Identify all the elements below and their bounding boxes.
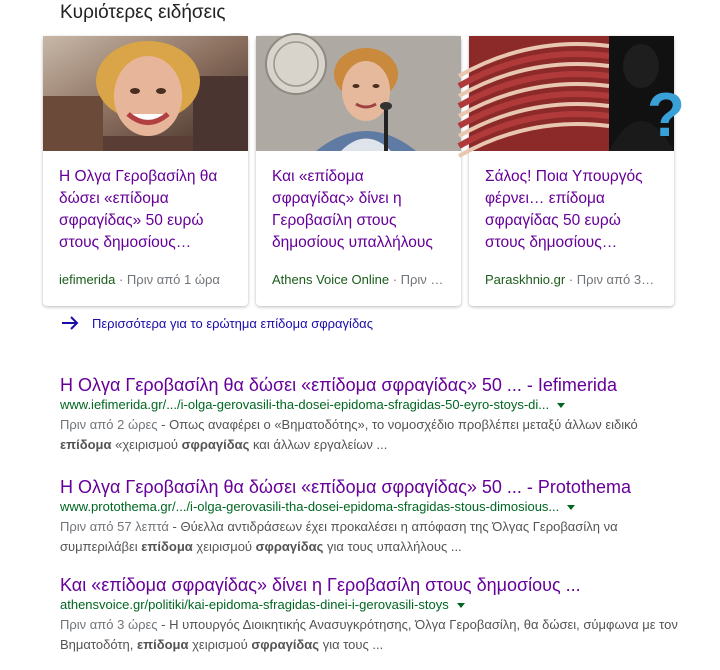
result-url bbox=[60, 596, 680, 614]
news-source: iefimerida bbox=[59, 272, 116, 287]
snippet-text: και άλλων εργαλείων ... bbox=[249, 437, 388, 452]
news-card-3[interactable] bbox=[469, 36, 685, 306]
result-url-text: athensvoice.gr/politiki/kai-epidoma-sfragidas-dinei-i-gerovasili-stoys bbox=[60, 597, 449, 612]
news-card-1[interactable] bbox=[43, 36, 248, 306]
result-title-link[interactable]: Η Ολγα Γεροβασίλη θα δώσει «επίδομα σφραγίδας» 50 ... - Protothema bbox=[60, 477, 631, 497]
snippet-text: χειρισμού bbox=[192, 539, 256, 554]
result-title-link[interactable]: Η Ολγα Γεροβασίλη θα δώσει «επίδομα σφραγίδας» 50 ... - Iefimerida bbox=[60, 375, 617, 395]
more-stories-link[interactable] bbox=[60, 314, 373, 332]
news-time: · Πριν από 1 ώρα bbox=[115, 272, 220, 287]
result-date: Πριν από 3 ώρες bbox=[60, 617, 158, 632]
snippet-text: χειρισμού bbox=[188, 637, 252, 652]
news-time: · Πριν … bbox=[389, 272, 444, 287]
caret-down-icon[interactable] bbox=[567, 505, 575, 510]
search-result-3 bbox=[60, 574, 680, 655]
snippet-text: - Θύελλα αντιδράσεων έχει προκαλέσει η απόφαση της Όλγας Γεροβασίλη να συμπεριλάβει bbox=[60, 519, 618, 554]
parliament-question-mark-photo bbox=[469, 36, 685, 151]
svg-text:?: ? bbox=[647, 81, 685, 150]
news-card-title[interactable]: Η Ολγα Γεροβασίλη θα δώσει «επίδομα σφραγίδας» 50 ευρώ στους δημοσίους… bbox=[59, 168, 218, 251]
news-card-meta bbox=[272, 272, 453, 287]
news-source: Athens Voice Online bbox=[272, 272, 390, 287]
snippet-text: - Οπως αναφέρει ο «Βηματοδότης», το νομοσχέδιο προβλέπει μεταξύ άλλων ειδικό bbox=[157, 417, 638, 432]
woman-speaking-microphone-photo bbox=[256, 36, 461, 151]
result-date: Πριν από 2 ώρες bbox=[60, 417, 158, 432]
result-date: Πριν από 57 λεπτά bbox=[60, 519, 169, 534]
snippet-highlight: επίδομα bbox=[141, 539, 193, 554]
result-title-link[interactable]: Και «επίδομα σφραγίδας» δίνει η Γεροβασίλη στους δημοσίους ... bbox=[60, 575, 581, 595]
news-card-meta bbox=[59, 272, 240, 287]
news-card-2[interactable] bbox=[256, 36, 461, 306]
news-card-title[interactable]: Σάλος! Ποια Υπουργός φέρνει… επίδομα σφραγίδας 50 ευρώ στους δημοσίους… bbox=[485, 168, 643, 251]
result-snippet bbox=[60, 517, 680, 557]
snippet-highlight: σφραγίδας bbox=[181, 437, 250, 452]
result-url-text: www.iefimerida.gr/.../i-olga-gerovasili-tha-dosei-epidoma-sfragidas-50-eyro-stoys-di... bbox=[60, 397, 550, 412]
snippet-text: «χειρισμού bbox=[111, 437, 182, 452]
arrow-right-icon bbox=[60, 314, 80, 332]
result-url bbox=[60, 498, 680, 516]
result-snippet bbox=[60, 615, 680, 655]
snippet-highlight: σφραγίδας bbox=[255, 539, 324, 554]
news-card-title[interactable]: Και «επίδομα σφραγίδας» δίνει η Γεροβασίλη στους δημοσίους υπαλλήλους bbox=[272, 168, 433, 251]
snippet-highlight: επίδομα bbox=[60, 437, 112, 452]
top-stories-heading: Κυριότερες ειδήσεις bbox=[60, 2, 226, 23]
result-url-text: www.protothema.gr/.../i-olga-gerovasili-tha-dosei-epidoma-sfragidas-stous-dimosious... bbox=[60, 499, 560, 514]
snippet-text: - Η υπουργός Διοικητικής Ανασυγκρότησης, Όλγα Γεροβασίλη, θα δώσει, σύμφωνα με τον Βηματοδότη, bbox=[60, 617, 678, 652]
snippet-text: για τους υπαλλήλους ... bbox=[323, 539, 462, 554]
news-source: Paraskhnio.gr bbox=[485, 272, 566, 287]
snippet-highlight: σφραγίδας bbox=[251, 637, 320, 652]
result-url bbox=[60, 396, 680, 414]
news-card-meta bbox=[485, 272, 666, 287]
search-result-1 bbox=[60, 374, 680, 455]
woman-smiling-photo bbox=[43, 36, 248, 151]
caret-down-icon[interactable] bbox=[457, 603, 465, 608]
snippet-highlight: επίδομα bbox=[136, 637, 189, 652]
snippet-text: για τους ... bbox=[319, 637, 384, 652]
result-snippet bbox=[60, 415, 680, 455]
caret-down-icon[interactable] bbox=[557, 403, 565, 408]
search-result-2 bbox=[60, 476, 680, 557]
top-stories-carousel bbox=[43, 36, 685, 306]
more-stories-label: Περισσότερα για το ερώτημα επίδομα σφραγίδας bbox=[92, 315, 373, 331]
news-time: · Πριν από 3… bbox=[565, 272, 655, 287]
